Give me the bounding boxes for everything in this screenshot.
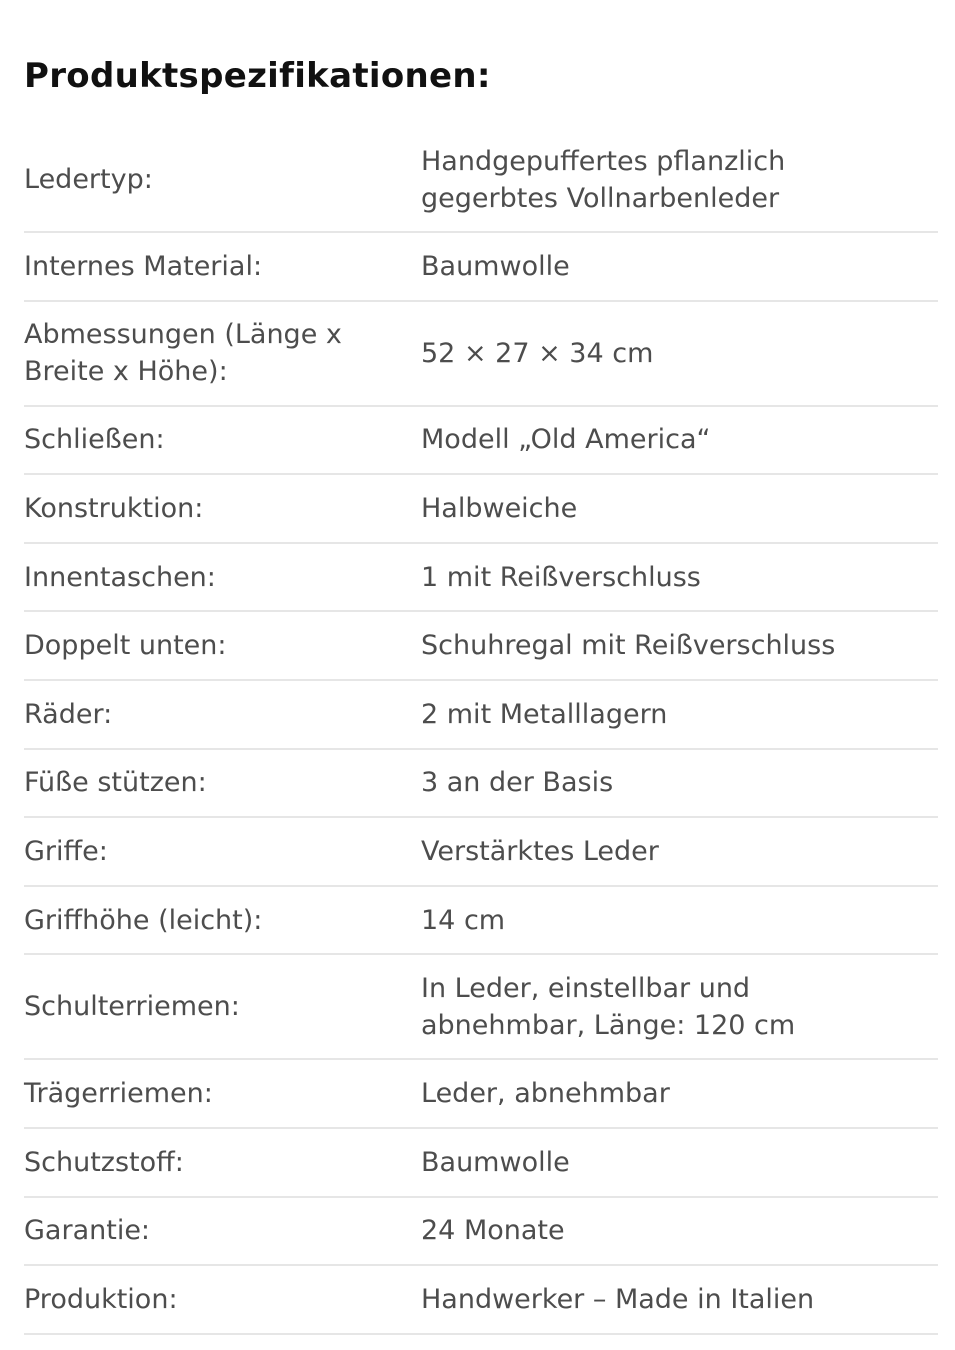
- spec-label: Doppelt unten:: [24, 630, 227, 662]
- spec-row-internes-material: [24, 233, 938, 302]
- spec-label: Garantie:: [24, 1215, 151, 1247]
- spec-row-griffhoehe: [24, 887, 938, 956]
- spec-label: Schulterriemen:: [24, 991, 240, 1023]
- spec-table: [24, 128, 938, 1335]
- spec-value: In Leder, einstellbar und abnehmbar, Länge: 120 cm: [421, 972, 796, 1041]
- spec-value: Schuhregal mit Reißverschluss: [421, 630, 836, 662]
- spec-row-abmessungen: [24, 302, 938, 407]
- spec-row-raeder: [24, 681, 938, 750]
- spec-row-konstruktion: [24, 475, 938, 544]
- spec-value: 52 × 27 × 34 cm: [421, 337, 654, 369]
- spec-value: Handwerker – Made in Italien: [421, 1283, 815, 1315]
- spec-label: Schließen:: [24, 424, 165, 456]
- spec-row-schulterriemen: [24, 955, 938, 1060]
- spec-row-traegerriemen: [24, 1060, 938, 1129]
- spec-label: Internes Material:: [24, 250, 263, 282]
- spec-label: Räder:: [24, 698, 113, 730]
- spec-row-schliessen: [24, 407, 938, 476]
- spec-value: Leder, abnehmbar: [421, 1078, 670, 1110]
- spec-label: Griffe:: [24, 835, 108, 867]
- spec-row-doppelt-unten: [24, 612, 938, 681]
- spec-value: 2 mit Metalllagern: [421, 698, 668, 730]
- spec-row-schutzstoff: [24, 1129, 938, 1198]
- spec-row-innentaschen: [24, 544, 938, 613]
- spec-row-griffe: [24, 818, 938, 887]
- spec-label: Griffhöhe (leicht):: [24, 904, 263, 936]
- spec-value: Handgepuffertes pflanzlich gegerbtes Vollnarbenleder: [421, 145, 786, 214]
- spec-label: Schutzstoff:: [24, 1146, 184, 1178]
- page-title: Produktspezifikationen:: [24, 56, 491, 96]
- spec-label: Abmessungen (Länge x Breite x Höhe):: [24, 319, 342, 388]
- spec-label: Trägerriemen:: [24, 1078, 213, 1110]
- spec-value: 1 mit Reißverschluss: [421, 561, 701, 593]
- spec-label: Produktion:: [24, 1283, 178, 1315]
- spec-value: Halbweiche: [421, 492, 578, 524]
- spec-value: 14 cm: [421, 904, 506, 936]
- spec-row-ledertyp: [24, 128, 938, 233]
- spec-value: Baumwolle: [421, 250, 570, 282]
- spec-value: Baumwolle: [421, 1146, 570, 1178]
- spec-value: Verstärktes Leder: [421, 835, 659, 867]
- spec-row-produktion: [24, 1266, 938, 1335]
- spec-label: Ledertyp:: [24, 164, 153, 195]
- spec-label: Konstruktion:: [24, 492, 204, 524]
- spec-value: Modell „Old America“: [421, 424, 711, 456]
- spec-row-garantie: [24, 1198, 938, 1267]
- spec-label: Füße stützen:: [24, 767, 207, 799]
- spec-row-fuesse-stuetzen: [24, 750, 938, 819]
- spec-label: Innentaschen:: [24, 561, 216, 593]
- spec-value: 24 Monate: [421, 1215, 565, 1247]
- spec-value: 3 an der Basis: [421, 767, 614, 799]
